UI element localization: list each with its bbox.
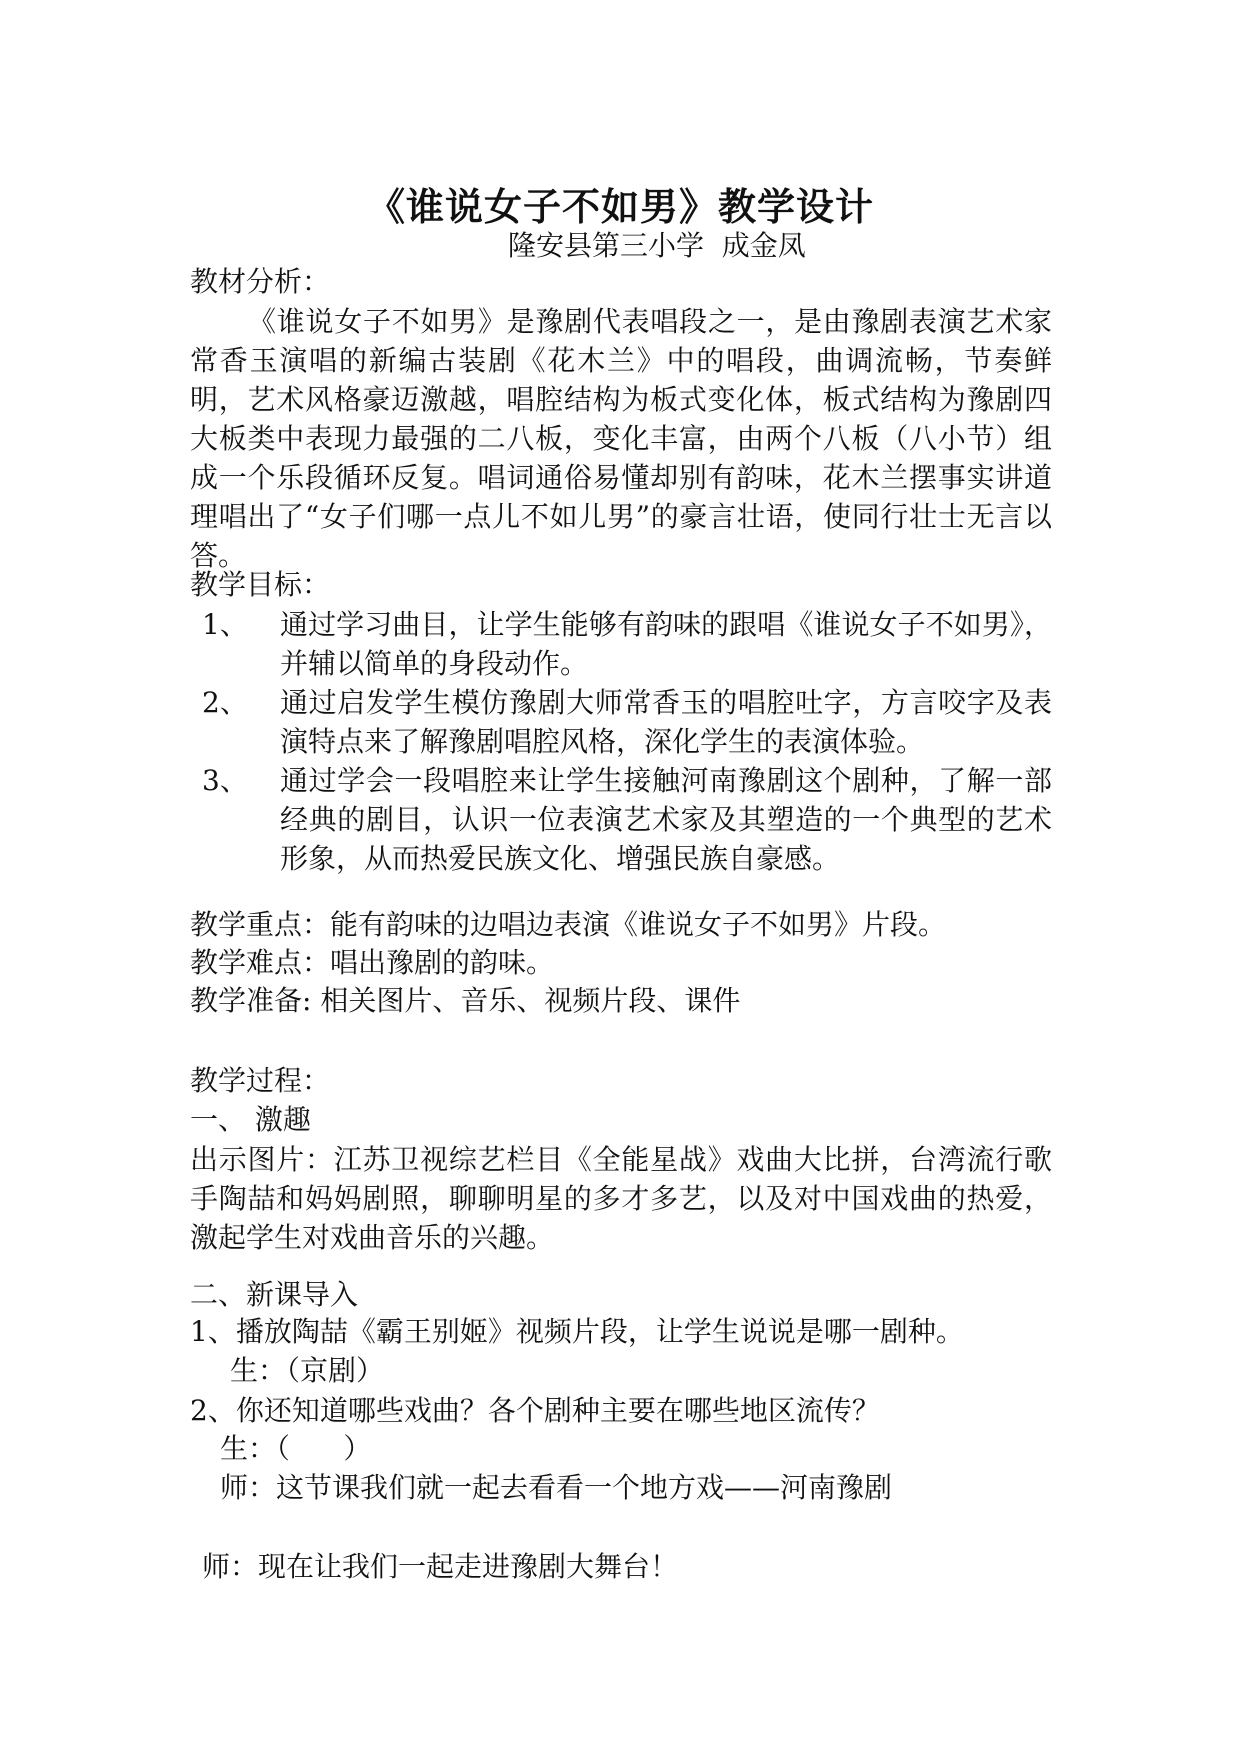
objective-2-text: 通过启发学生模仿豫剧大师常香玉的唱腔吐字，方言咬字及表演特点来了解豫剧唱腔风格，深化学生的表演体验。 (280, 686, 1052, 758)
process-heading: 教学过程： (190, 1064, 331, 1097)
objective-1-text: 通过学习曲目，让学生能够有韵味的跟唱《谁说女子不如男》，并辅以简单的身段动作。 (280, 608, 1052, 680)
teacher-line-1: 师：这节课我们就一起去看看一个地方戏——河南豫剧 (220, 1471, 893, 1504)
analysis-body: 《谁说女子不如男》是豫剧代表唱段之一，是由豫剧表演艺术家常香玉演唱的新编古装剧《花木兰》中的唱段，曲调流畅，节奏鲜明，艺术风格豪迈激越，唱腔结构为板式变化体，板式结构为豫剧四大板类中表现力最强的二八板，变化丰富，由两个八板（八小节）组成一个乐段循环反复。唱词通俗易懂却别有韵味，花木兰摆事实讲道理唱出了“女子们哪一点儿不如儿男”的豪言壮语，使同行壮士无言以答。 (190, 305, 1052, 572)
document-title: 《谁说女子不如男》教学设计 (366, 185, 874, 229)
step2-title: 二、新课导入 (190, 1278, 359, 1311)
step1-title: 一、 激趣 (190, 1103, 311, 1136)
analysis-heading: 教材分析： (190, 265, 331, 298)
question-2: 2、你还知道哪些戏曲？各个剧种主要在哪些地区流传？ (190, 1394, 880, 1427)
question-1: 1、播放陶喆《霸王别姬》视频片段，让学生说说是哪一剧种。 (190, 1315, 964, 1348)
preparation-line: 教学准备: 相关图片、音乐、视频片段、课件 (190, 984, 741, 1017)
objective-2-number: 2、 (202, 686, 248, 719)
answer-2: 生：（ ） (220, 1432, 372, 1465)
author-line: 隆安县第三小学 成金凤 (508, 229, 806, 262)
objectives-heading: 教学目标： (190, 568, 331, 601)
key-point-line: 教学重点：能有韵味的边唱边表演《谁说女子不如男》片段。 (190, 908, 947, 941)
objective-1-number: 1、 (202, 608, 248, 641)
objective-3-number: 3、 (202, 764, 248, 797)
step1-body: 出示图片：江苏卫视综艺栏目《全能星战》戏曲大比拼，台湾流行歌手陶喆和妈妈剧照，聊聊明星的多才多艺，以及对中国戏曲的热爱，激起学生对戏曲音乐的兴趣。 (190, 1143, 1052, 1254)
teacher-line-2: 师：现在让我们一起走进豫剧大舞台！ (202, 1550, 679, 1583)
answer-1: 生：（京剧） (230, 1354, 385, 1387)
difficulty-line: 教学难点：唱出豫剧的韵味。 (190, 946, 555, 979)
objective-3-text: 通过学会一段唱腔来让学生接触河南豫剧这个剧种，了解一部经典的剧目，认识一位表演艺术家及其塑造的一个典型的艺术形象，从而热爱民族文化、增强民族自豪感。 (280, 764, 1052, 875)
